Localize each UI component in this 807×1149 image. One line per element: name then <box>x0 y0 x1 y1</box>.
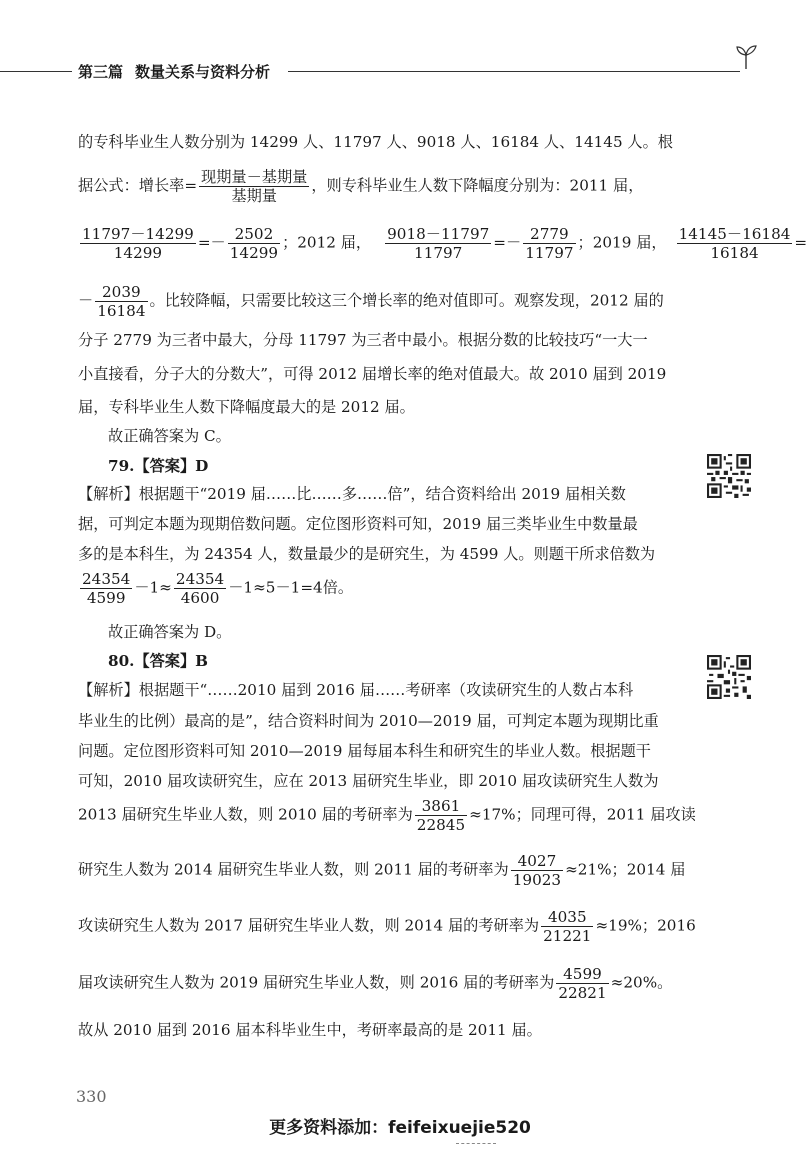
numerator: 现期量－基期量 <box>201 168 308 186</box>
qr-code-icon[interactable] <box>707 454 751 498</box>
fraction <box>541 908 593 945</box>
formula-line <box>78 908 696 945</box>
footer-underline <box>456 1143 496 1144</box>
text-line: 据，可判定本题为现期倍数问题。定位图形资料可知，2019 届三类毕业生中数量最 <box>78 515 638 533</box>
fraction <box>80 570 132 607</box>
numerator: 2502 <box>228 225 280 244</box>
text-span: =－ <box>197 233 226 252</box>
header-rule-left <box>0 71 72 72</box>
question-answer-79: 79.【答案】D <box>108 457 209 475</box>
formula-line <box>78 168 643 205</box>
fraction <box>174 570 226 607</box>
text-span: ，则专科毕业生人数下降幅度分别为：2011 届， <box>311 176 644 195</box>
numerator: 4027 <box>511 852 563 871</box>
text-span: －1≈5－1=4倍。 <box>228 578 354 597</box>
fraction <box>511 852 563 889</box>
denominator: 14299 <box>229 244 279 262</box>
text-span: 据公式：增长率= <box>78 176 198 195</box>
denominator: 11797 <box>525 244 574 262</box>
text-line: 多的是本科生，为 24354 人，数量最少的是研究生，为 4599 人。则题干所求倍数为 <box>78 545 656 563</box>
footer-text: 更多资料添加：feifeixuejie520 <box>269 1118 531 1138</box>
text-line: 毕业生的比例）最高的是”，结合资料时间为 2010—2019 届，可判定本题为现期比重 <box>78 712 659 730</box>
denominator: 19023 <box>512 871 562 889</box>
header-title <box>78 61 282 82</box>
formula-line <box>78 283 664 320</box>
denominator: 基期量 <box>231 187 277 205</box>
text-span: ≈21%；2014 届 <box>565 860 686 879</box>
text-span: 研究生人数为 2014 届研究生毕业人数，则 2011 届的考研率为 <box>78 860 509 879</box>
numerator: 24354 <box>82 570 131 588</box>
numerator: 4035 <box>541 908 593 927</box>
fraction <box>228 225 280 262</box>
formula-line <box>78 852 685 889</box>
denominator: 22845 <box>416 816 466 834</box>
text-span: ；2012 届， <box>282 233 372 252</box>
fraction <box>556 965 608 1002</box>
text-span: 2013 届研究生毕业人数，则 2010 届的考研率为 <box>78 805 413 824</box>
denominator: 16184 <box>710 244 759 262</box>
section-label: 第三篇 <box>78 63 124 81</box>
text-line: 故从 2010 届到 2016 届本科毕业生中，考研率最高的是 2011 届。 <box>78 1021 542 1039</box>
denominator: 22821 <box>558 984 607 1002</box>
sprout-icon <box>735 44 757 70</box>
numerator: 9018－11797 <box>387 225 490 243</box>
numerator: 4599 <box>556 965 608 984</box>
answer-line: 故正确答案为 D。 <box>108 623 232 641</box>
header-rule-right <box>288 71 740 72</box>
text-span: ；2019 届， <box>577 233 667 252</box>
text-span: ≈19%；2016 <box>595 916 696 935</box>
page-number: 330 <box>76 1087 107 1106</box>
qr-code-icon[interactable] <box>707 655 751 699</box>
formula-line <box>78 570 353 607</box>
numerator: 24354 <box>175 570 225 588</box>
numerator: 3861 <box>415 797 467 816</box>
footer-watermark <box>0 1113 800 1138</box>
text-line: 问题。定位图形资料可知 2010—2019 届每届本科生和研究生的毕业人数。根据题干 <box>78 742 651 760</box>
numerator: 2039 <box>95 283 147 302</box>
text-span: =－ <box>493 233 522 252</box>
denominator: 21221 <box>543 927 592 945</box>
denominator: 14299 <box>113 244 163 262</box>
text-span: －1≈ <box>134 578 172 597</box>
fraction <box>95 283 147 320</box>
text-line: 可知，2010 届攻读研究生，应在 2013 届研究生毕业，即 2010 届攻读研究生人数为 <box>78 772 659 790</box>
text-span: － <box>78 291 94 310</box>
text-span: 。比较降幅，只需要比较这三个增长率的绝对值即可。观察发现，2012 届的 <box>149 291 664 310</box>
text-line: 【解析】根据题干“……2010 届到 2016 届……考研率（攻读研究生的人数占本科 <box>78 681 634 699</box>
text-span: ≈20%。 <box>610 973 673 992</box>
text-line: 的专科毕业生人数分别为 14299 人、11797 人、9018 人、16184 人、14145 人。根 <box>78 133 673 151</box>
numerator: 2779 <box>523 225 575 244</box>
text-span: 届攻读研究生人数为 2019 届研究生毕业人数，则 2016 届的考研率为 <box>78 973 555 992</box>
text-span: ≈17%；同理可得，2011 届攻读 <box>469 805 696 824</box>
fraction <box>415 797 467 834</box>
fraction <box>523 225 575 262</box>
fraction <box>385 225 491 262</box>
growth-rate-fraction <box>199 168 309 205</box>
formula-line <box>78 225 807 262</box>
text-line: 小直接看，分子大的分数大”，可得 2012 届增长率的绝对值最大。故 2010 届到 2019 <box>78 365 667 383</box>
formula-line <box>78 965 672 1002</box>
answer-line: 故正确答案为 C。 <box>108 427 231 445</box>
numerator: 11797－14299 <box>82 225 194 243</box>
denominator: 4599 <box>86 589 126 607</box>
fraction <box>677 225 793 262</box>
formula-line <box>78 797 696 834</box>
text-span: 攻读研究生人数为 2017 届研究生毕业人数，则 2014 届的考研率为 <box>78 916 540 935</box>
chapter-title: 数量关系与资料分析 <box>135 63 271 81</box>
fraction <box>80 225 196 262</box>
question-answer-80: 80.【答案】B <box>108 652 209 670</box>
text-line: 分子 2779 为三者中最大，分母 11797 为三者中最小。根据分数的比较技巧“一大一 <box>78 331 648 349</box>
text-line: 【解析】根据题干“2019 届……比……多……倍”，结合资料给出 2019 届相关数 <box>78 485 626 503</box>
denominator: 4600 <box>180 589 220 607</box>
text-span: = <box>794 233 807 252</box>
denominator: 11797 <box>414 244 463 262</box>
numerator: 14145－16184 <box>678 225 791 243</box>
text-line: 届，专科毕业生人数下降幅度最大的是 2012 届。 <box>78 398 415 416</box>
running-header <box>0 58 800 84</box>
denominator: 16184 <box>97 302 146 320</box>
